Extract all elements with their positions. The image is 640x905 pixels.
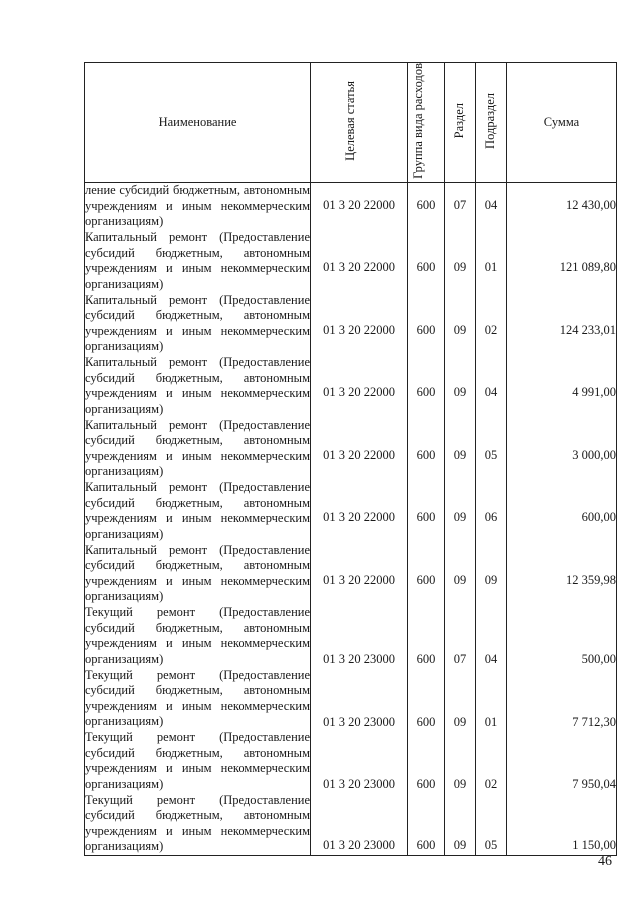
row-name: Капитальный ремонт (Предоставление субсидий бюджетным, автономным учреждениям и иным некоммерческим организациям) xyxy=(85,292,310,354)
header-target-article: Целевая статья xyxy=(311,63,408,183)
header-section: Раздел xyxy=(445,63,476,183)
row-name: Текущий ремонт (Предоставление субсидий бюджетным, автономным учреждениям и иным некоммерческим организациям) xyxy=(85,605,310,666)
row-sum: 12 359,98 xyxy=(507,542,617,605)
table-row xyxy=(85,292,617,355)
row-sum: 7 950,04 xyxy=(507,730,617,793)
row-target: 01 3 20 23000 xyxy=(311,792,408,855)
row-sum: 600,00 xyxy=(507,480,617,543)
header-expense-group: Группа вида расходов xyxy=(408,63,445,183)
table-body xyxy=(85,182,617,855)
row-target: 01 3 20 23000 xyxy=(311,605,408,668)
row-subsection: 04 xyxy=(476,605,507,668)
row-subsection: 09 xyxy=(476,542,507,605)
row-section: 07 xyxy=(445,605,476,668)
budget-table xyxy=(84,62,617,856)
table-row xyxy=(85,182,617,230)
row-sum: 124 233,01 xyxy=(507,292,617,355)
row-sum: 121 089,80 xyxy=(507,230,617,293)
row-name: Капитальный ремонт (Предоставление субсидий бюджетным, автономным учреждениям и иным некоммерческим организациям) xyxy=(85,542,310,604)
header-name: Наименование xyxy=(85,63,311,183)
row-group: 600 xyxy=(408,667,445,730)
table-row xyxy=(85,230,617,293)
header-sum: Сумма xyxy=(507,63,617,183)
table-row xyxy=(85,667,617,730)
row-subsection: 05 xyxy=(476,417,507,480)
row-group: 600 xyxy=(408,182,445,230)
row-subsection: 01 xyxy=(476,667,507,730)
row-subsection: 02 xyxy=(476,730,507,793)
table-row xyxy=(85,355,617,418)
row-group: 600 xyxy=(408,417,445,480)
row-subsection: 04 xyxy=(476,355,507,418)
row-section: 09 xyxy=(445,355,476,418)
row-name: Капитальный ремонт (Предоставление субсидий бюджетным, автономным учреждениям и иным некоммерческим организациям) xyxy=(85,355,310,416)
row-name: Капитальный ремонт (Предоставление субсидий бюджетным, автономным учреждениям и иным некоммерческим организациям) xyxy=(85,230,310,291)
row-target: 01 3 20 22000 xyxy=(311,182,408,230)
table-row xyxy=(85,417,617,480)
row-group: 600 xyxy=(408,730,445,793)
row-sum: 4 991,00 xyxy=(507,355,617,418)
page-number: 46 xyxy=(598,854,612,869)
header-subsection: Подраздел xyxy=(476,63,507,183)
row-group: 600 xyxy=(408,792,445,855)
row-name: Текущий ремонт (Предоставление субсидий бюджетным, автономным учреждениям и иным некоммерческим организациям) xyxy=(85,667,310,729)
row-subsection: 05 xyxy=(476,792,507,855)
row-target: 01 3 20 22000 xyxy=(311,292,408,355)
row-sum: 500,00 xyxy=(507,605,617,668)
row-name: Текущий ремонт (Предоставление субсидий бюджетным, автономным учреждениям и иным некоммерческим организациям) xyxy=(85,792,311,855)
row-section: 09 xyxy=(445,542,476,605)
row-name: Капитальный ремонт (Предоставление субсидий бюджетным, автономным учреждениям и иным некоммерческим организациям) xyxy=(85,480,310,541)
row-name: Капитальный ремонт (Предоставление субсидий бюджетным, автономным учреждениям и иным некоммерческим организациям) xyxy=(85,417,310,479)
row-group: 600 xyxy=(408,605,445,668)
row-section: 09 xyxy=(445,792,476,855)
row-target: 01 3 20 23000 xyxy=(311,730,408,793)
row-group: 600 xyxy=(408,480,445,543)
row-section: 07 xyxy=(445,182,476,230)
row-sum: 7 712,30 xyxy=(507,667,617,730)
row-target: 01 3 20 22000 xyxy=(311,355,408,418)
row-section: 09 xyxy=(445,292,476,355)
row-name: ление субсидий бюджетным, автономным учреждениям и иным некоммерческим организациям) xyxy=(85,183,310,229)
row-group: 600 xyxy=(408,355,445,418)
row-group: 600 xyxy=(408,292,445,355)
row-sum: 1 150,00 xyxy=(507,792,617,855)
row-target: 01 3 20 22000 xyxy=(311,542,408,605)
row-name: Текущий ремонт (Предоставление субсидий бюджетным, автономным учреждениям и иным некоммерческим организациям) xyxy=(85,730,310,791)
table-row xyxy=(85,542,617,605)
table-row xyxy=(85,605,617,668)
row-subsection: 01 xyxy=(476,230,507,293)
table-row xyxy=(85,730,617,793)
row-sum: 12 430,00 xyxy=(507,182,617,230)
row-group: 600 xyxy=(408,230,445,293)
row-subsection: 04 xyxy=(476,182,507,230)
row-sum: 3 000,00 xyxy=(507,417,617,480)
row-subsection: 02 xyxy=(476,292,507,355)
table-header-row xyxy=(85,63,617,183)
table-row xyxy=(85,480,617,543)
row-section: 09 xyxy=(445,667,476,730)
row-section: 09 xyxy=(445,730,476,793)
row-group: 600 xyxy=(408,542,445,605)
row-subsection: 06 xyxy=(476,480,507,543)
row-target: 01 3 20 22000 xyxy=(311,230,408,293)
row-target: 01 3 20 22000 xyxy=(311,480,408,543)
row-section: 09 xyxy=(445,417,476,480)
row-section: 09 xyxy=(445,480,476,543)
row-target: 01 3 20 23000 xyxy=(311,667,408,730)
row-target: 01 3 20 22000 xyxy=(311,417,408,480)
row-section: 09 xyxy=(445,230,476,293)
table-row xyxy=(85,792,617,855)
